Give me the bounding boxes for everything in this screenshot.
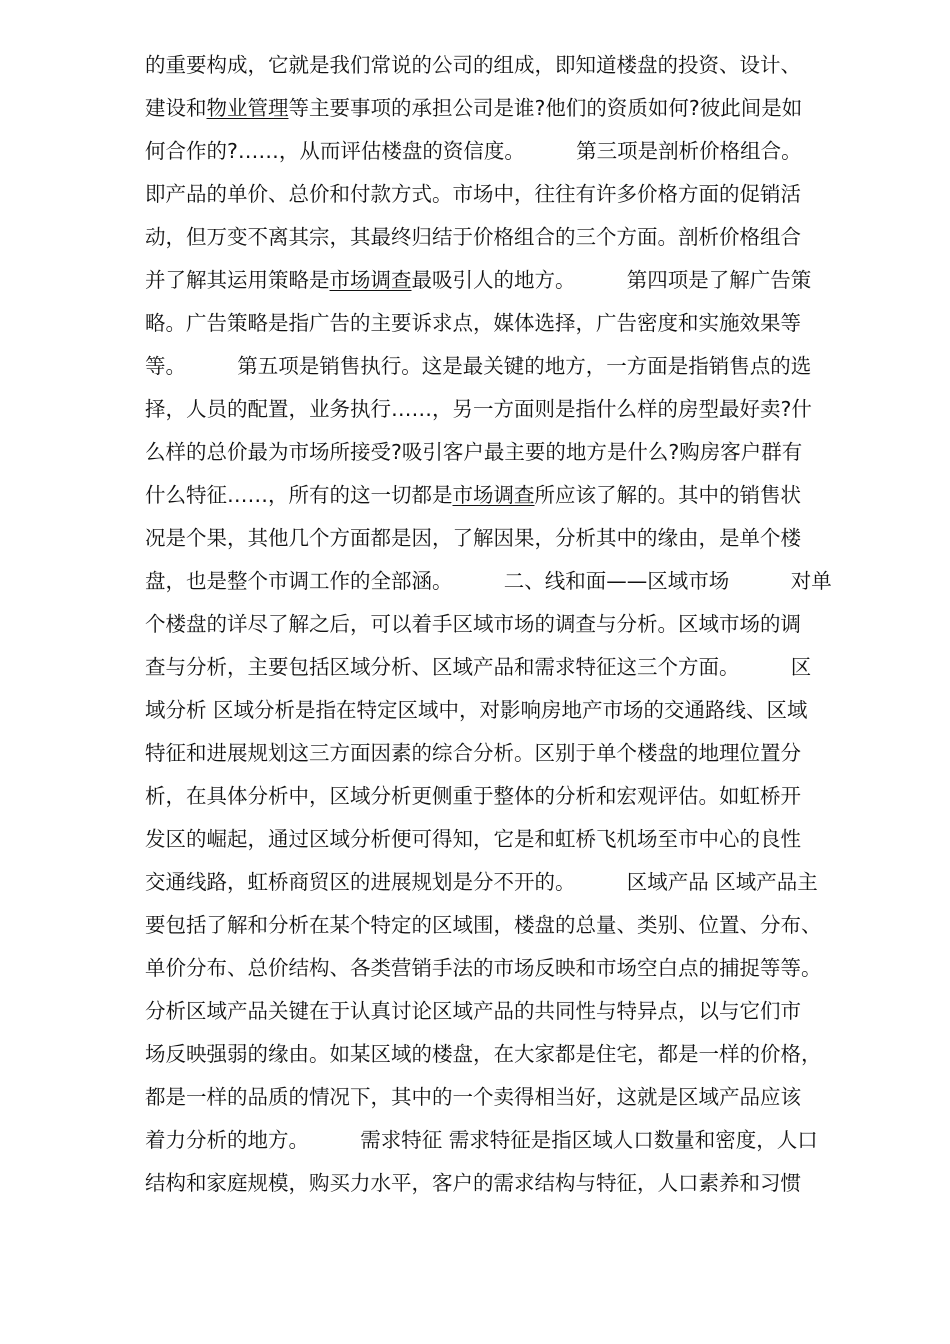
body-text	[145, 44, 885, 1205]
text-run: 结构和家庭规模，购买力水平，客户的需求结构与特征，人口素养和习惯	[145, 1171, 801, 1195]
text-line	[145, 44, 885, 87]
text-run: 等主要事项的承担公司是谁?他们的资质如何?彼此间是如	[288, 96, 803, 120]
text-run: 么样的总价最为市场所接受?吸引客户最主要的地方是什么?购房客户群有	[145, 440, 803, 464]
text-line	[145, 1033, 885, 1076]
text-line	[145, 560, 885, 603]
text-line	[145, 431, 885, 474]
text-run: 要包括了解和分析在某个特定的区域围，楼盘的总量、类别、位置、分布、	[145, 913, 822, 937]
underlined-term[interactable]: 市场调查	[452, 483, 535, 507]
text-line	[145, 130, 885, 173]
text-line	[145, 173, 885, 216]
text-run: 析，在具体分析中，区域分析更侧重于整体的分析和宏观评估。如虹桥开	[145, 784, 801, 808]
text-line	[145, 603, 885, 646]
text-line	[145, 87, 885, 130]
text-line	[145, 216, 885, 259]
text-run: 发区的崛起，通过区域分析便可得知，它是和虹桥飞机场至市中心的良性	[145, 827, 801, 851]
text-run: 域分析 区域分析是指在特定区域中，对影响房地产市场的交通路线、区域	[145, 698, 808, 722]
text-run: 所应该了解的。其中的销售状	[534, 483, 801, 507]
text-run: 况是个果，其他几个方面都是因，了解因果，分析其中的缘由，是单个楼	[145, 526, 801, 550]
text-run: 盘，也是整个市调工作的全部涵。 二、线和面——区域市场 对单	[145, 569, 832, 593]
text-run: 即产品的单价、总价和付款方式。市场中，往往有许多价格方面的促销活	[145, 182, 801, 206]
text-run: 着力分析的地方。 需求特征 需求特征是指区域人口数量和密度，人口	[145, 1128, 818, 1152]
text-line	[145, 904, 885, 947]
text-run: 什么特征……，所有的这一切都是	[145, 483, 453, 507]
text-run: 特征和进展规划这三方面因素的综合分析。区别于单个楼盘的地理位置分	[145, 741, 801, 765]
underlined-term[interactable]: 物业管理	[206, 96, 289, 120]
text-line	[145, 990, 885, 1033]
text-run: 建设和	[145, 96, 207, 120]
text-run: 略。广告策略是指广告的主要诉求点，媒体选择，广告密度和实施效果等	[145, 311, 801, 335]
text-line	[145, 302, 885, 345]
text-line	[145, 259, 885, 302]
text-run: 等。 第五项是销售执行。这是最关键的地方，一方面是指销售点的选	[145, 354, 812, 378]
text-line	[145, 388, 885, 431]
text-run: 最吸引人的地方。 第四项是了解广告策	[411, 268, 812, 292]
text-line	[145, 1076, 885, 1119]
text-line	[145, 1162, 885, 1205]
text-line	[145, 646, 885, 689]
text-line	[145, 517, 885, 560]
text-run: 的重要构成，它就是我们常说的公司的组成，即知道楼盘的投资、设计、	[145, 53, 801, 77]
text-run: 并了解其运用策略是	[145, 268, 330, 292]
text-run: 场反映强弱的缘由。如某区域的楼盘，在大家都是住宅，都是一样的价格，	[145, 1042, 822, 1066]
text-run: 单价分布、总价结构、各类营销手法的市场反映和市场空白点的捕捉等等。	[145, 956, 822, 980]
text-line	[145, 861, 885, 904]
text-run: 查与分析，主要包括区域分析、区域产品和需求特征这三个方面。 区	[145, 655, 812, 679]
text-line	[145, 345, 885, 388]
text-run: 动，但万变不离其宗，其最终归结于价格组合的三个方面。剖析价格组合	[145, 225, 801, 249]
text-run: 交通线路，虹桥商贸区的进展规划是分不开的。 区域产品 区域产品主	[145, 870, 818, 894]
text-line	[145, 732, 885, 775]
text-line	[145, 689, 885, 732]
text-line	[145, 775, 885, 818]
text-run: 个楼盘的详尽了解之后，可以着手区域市场的调查与分析。区域市场的调	[145, 612, 801, 636]
text-line	[145, 818, 885, 861]
text-run: 何合作的?……，从而评估楼盘的资信度。 第三项是剖析价格组合。	[145, 139, 802, 163]
text-run: 都是一样的品质的情况下，其中的一个卖得相当好，这就是区域产品应该	[145, 1085, 801, 1109]
text-run: 分析区域产品关键在于认真讨论区域产品的共同性与特异点，以与它们市	[145, 999, 801, 1023]
underlined-term[interactable]: 市场调查	[329, 268, 412, 292]
text-line	[145, 947, 885, 990]
text-run: 择，人员的配置，业务执行……，另一方面则是指什么样的房型最好卖?什	[145, 397, 812, 421]
text-line	[145, 474, 885, 517]
text-line	[145, 1119, 885, 1162]
